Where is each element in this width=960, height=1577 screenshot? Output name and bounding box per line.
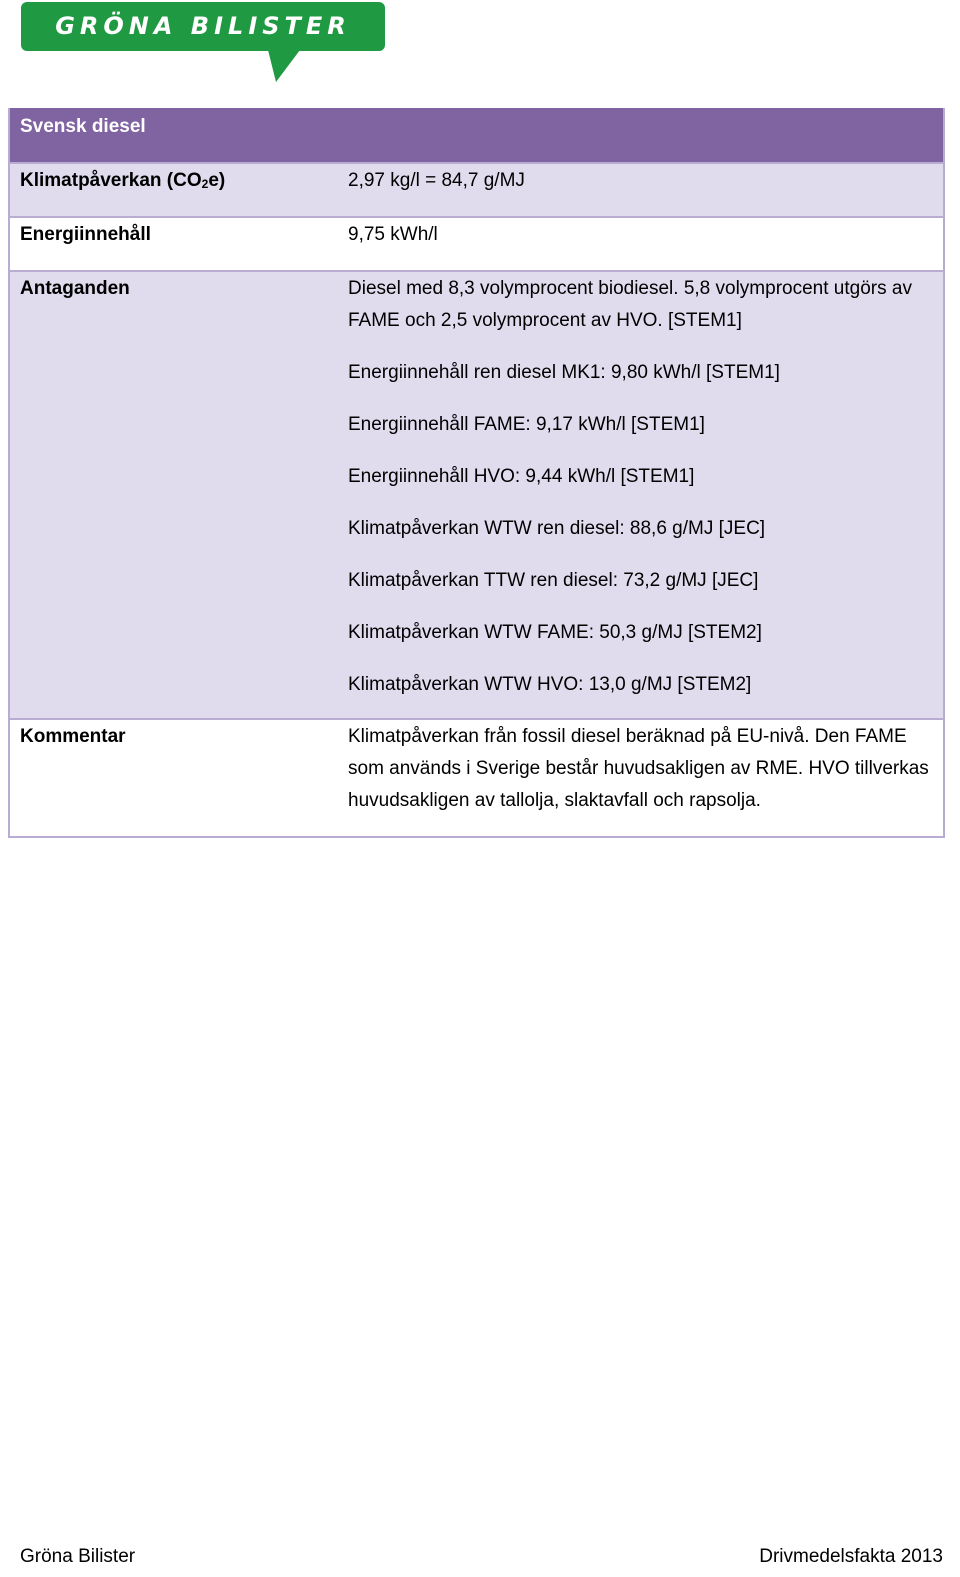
table-row-climate-impact (10, 162, 943, 216)
row-label-assumptions: Antaganden (20, 278, 130, 299)
row-value-assumptions (338, 272, 943, 718)
fuel-fact-table (8, 108, 945, 838)
assumption-paragraph: Klimatpåverkan TTW ren diesel: 73,2 g/MJ [JEC] (348, 570, 759, 591)
footer-document-title: Drivmedelsfakta 2013 (759, 1546, 943, 1567)
footer-organization: Gröna Bilister (20, 1546, 136, 1567)
label-main: Klimatpåverkan (CO (20, 170, 202, 191)
logo (21, 2, 385, 82)
table-row-assumptions (10, 270, 943, 718)
logo-tail (268, 50, 300, 82)
assumption-paragraph: Energiinnehåll HVO: 9,44 kWh/l [STEM1] (348, 466, 695, 487)
row-label-climate-impact (10, 164, 338, 216)
table-header: Svensk diesel (10, 108, 943, 162)
row-label-comment: Kommentar (20, 726, 126, 747)
assumption-paragraph: Klimatpåverkan WTW FAME: 50,3 g/MJ [STEM2] (348, 622, 762, 643)
label-end: e) (208, 170, 226, 191)
table-row-comment (10, 718, 943, 836)
row-value-energy-content: 9,75 kWh/l (348, 224, 438, 245)
assumption-paragraph: Diesel med 8,3 volymprocent biodiesel. 5,8 volymprocent utgörs av FAME och 2,5 volymprocent av HVO. [STEM1] (348, 278, 912, 331)
assumption-paragraph: Klimatpåverkan WTW ren diesel: 88,6 g/MJ [JEC] (348, 518, 766, 539)
assumption-paragraph: Energiinnehåll FAME: 9,17 kWh/l [STEM1] (348, 414, 705, 435)
assumption-paragraph: Energiinnehåll ren diesel MK1: 9,80 kWh/l [STEM1] (348, 362, 780, 383)
table-row-energy-content (10, 216, 943, 270)
row-label-energy-content: Energiinnehåll (20, 224, 151, 245)
assumption-paragraph: Klimatpåverkan WTW HVO: 13,0 g/MJ [STEM2] (348, 674, 752, 695)
row-value-comment: Klimatpåverkan från fossil diesel beräknad på EU-nivå. Den FAME som används i Sverige består huvudsakligen av RME. HVO tillverkas huvudsakligen av tallolja, slaktavfall och rapsolja. (348, 726, 929, 811)
logo-text: GRÖNA BILISTER (55, 12, 351, 40)
row-value-climate-impact: 2,97 kg/l = 84,7 g/MJ (348, 170, 525, 191)
label-subscript: 2 (201, 177, 209, 191)
